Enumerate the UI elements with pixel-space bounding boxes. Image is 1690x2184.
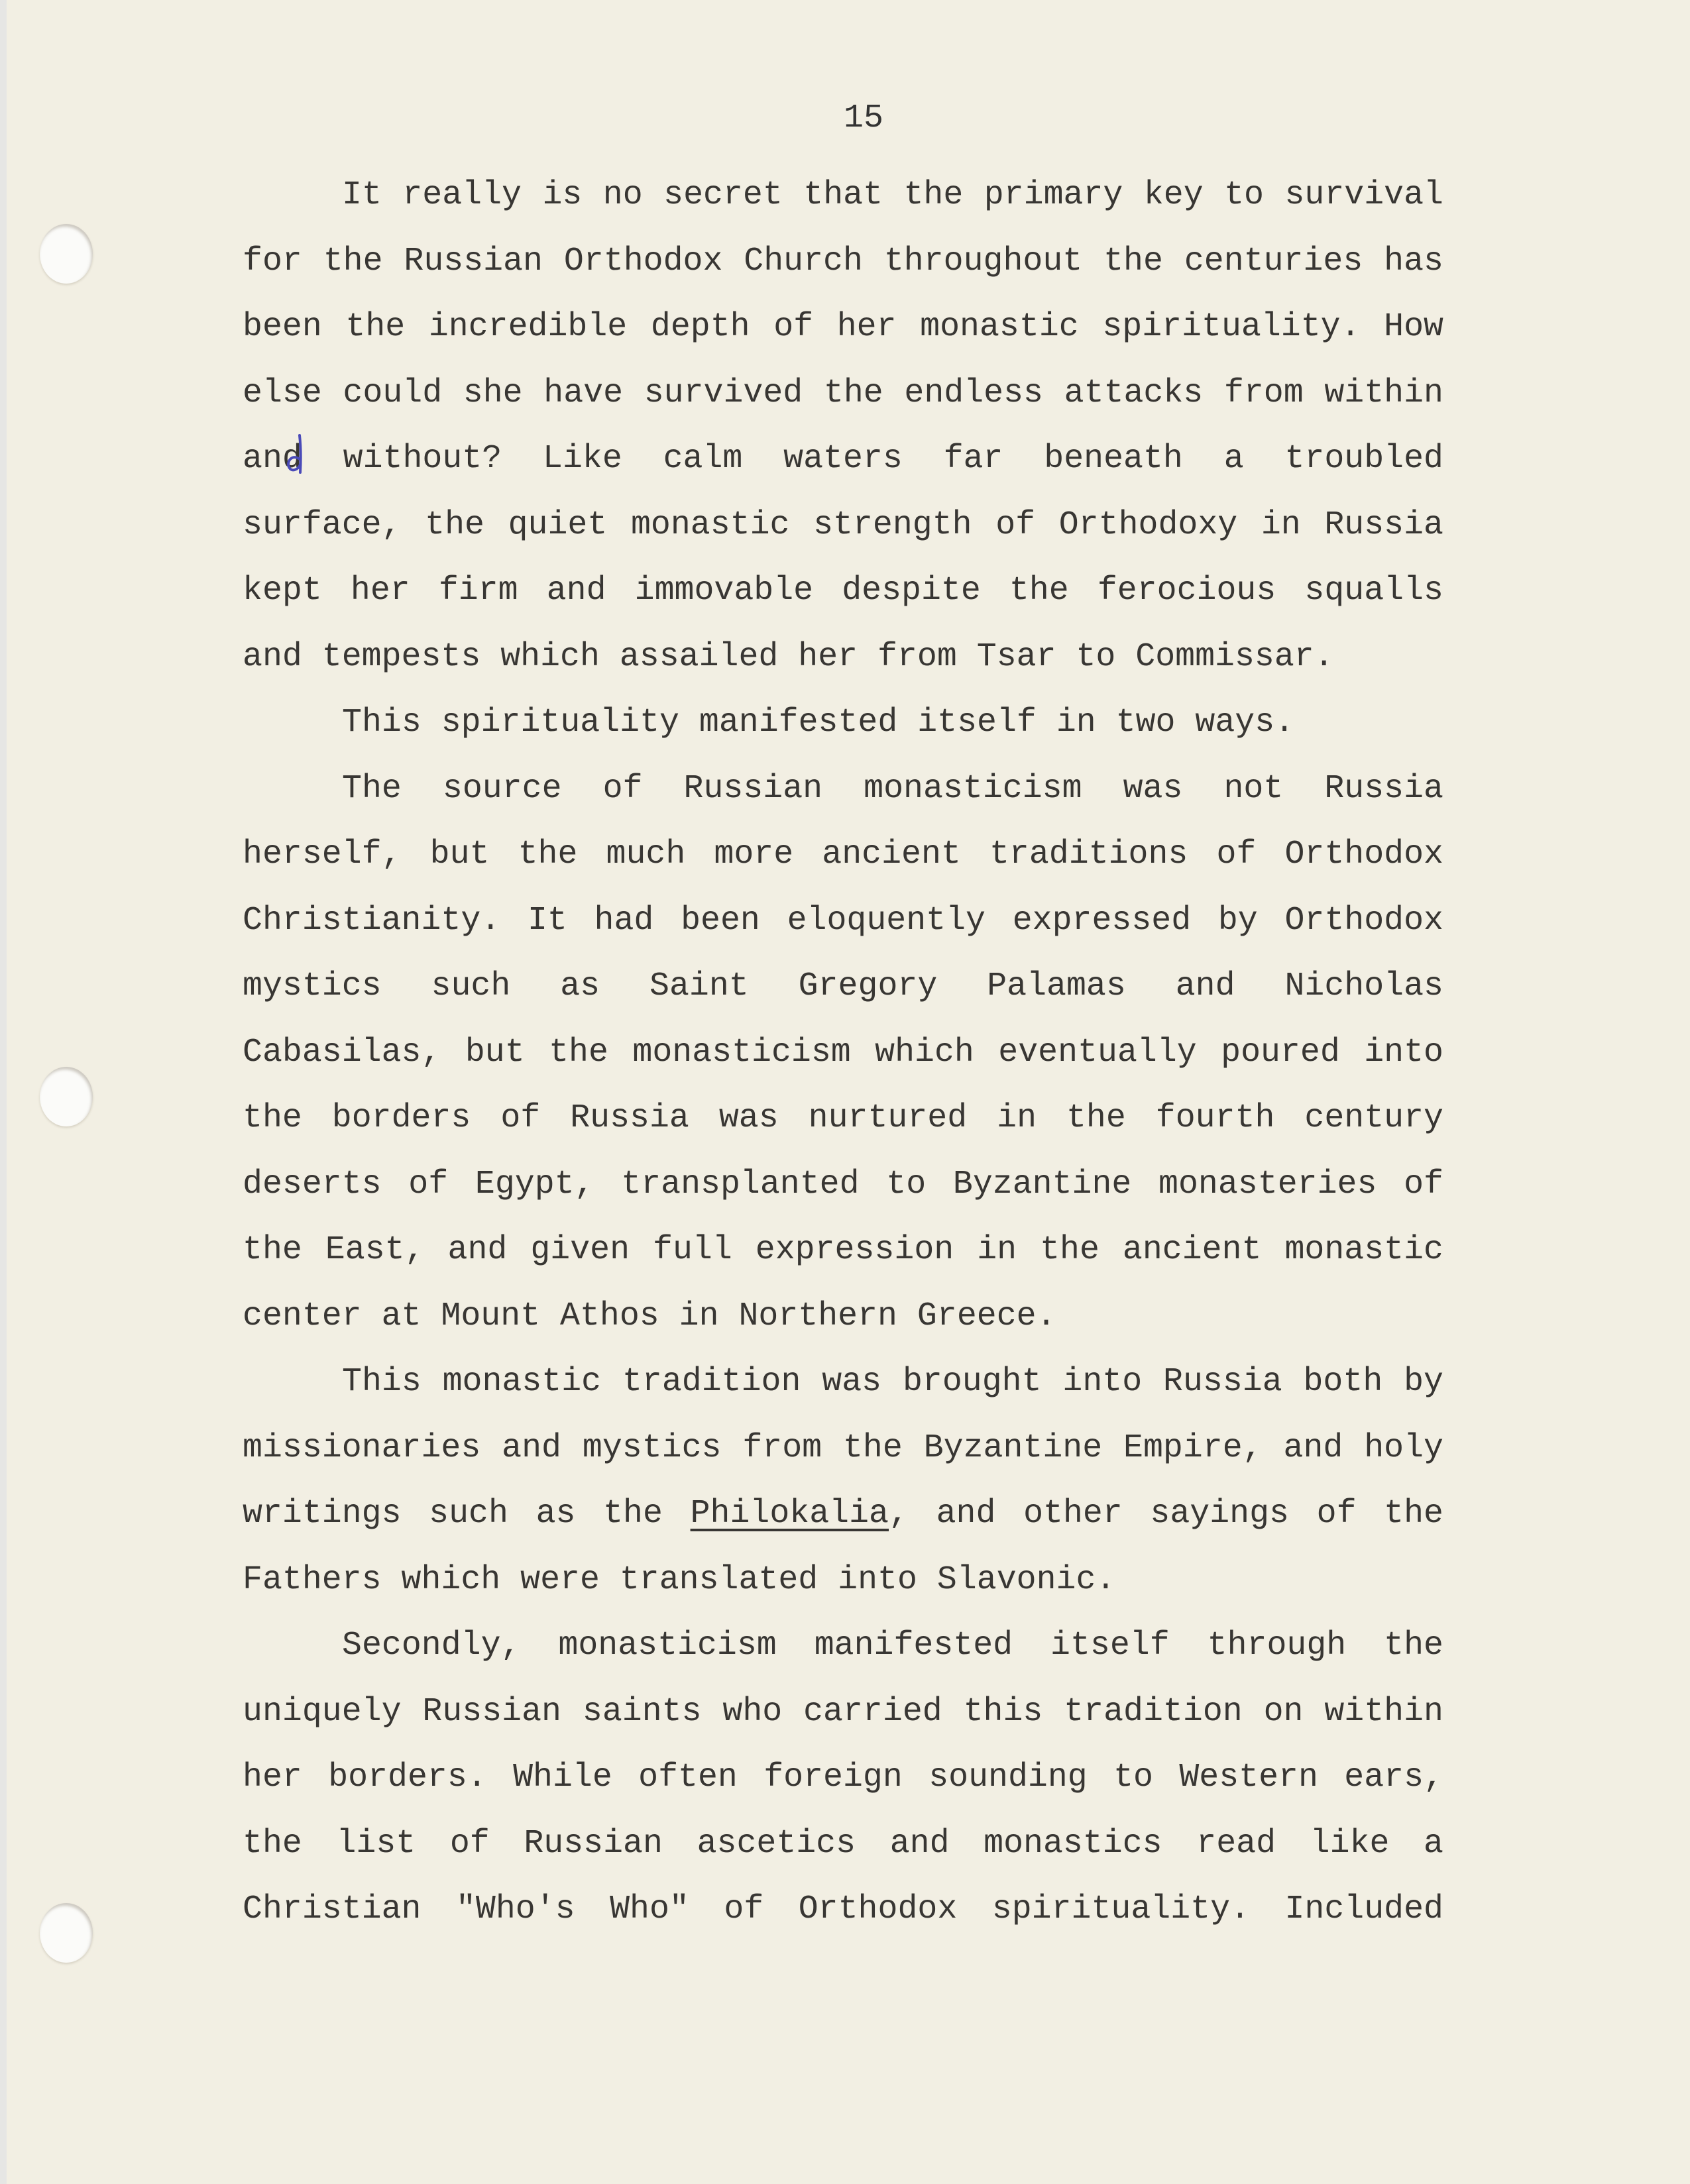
handwritten-correction-icon: [284, 434, 308, 474]
line-text: It really is no secret that the primary key to survival: [342, 176, 1443, 213]
line-text: her borders. While often foreign sounding to Western ears,: [243, 1758, 1443, 1796]
text-line: [243, 1678, 1443, 1745]
line-text: mystics such as Saint Gregory Palamas and Nicholas: [243, 967, 1443, 1005]
text-line: [243, 755, 1443, 822]
text-line: [243, 1019, 1443, 1085]
text-line: [243, 557, 1443, 624]
text-line: [243, 887, 1443, 954]
line-text: the borders of Russia was nurtured in the fourth century: [243, 1099, 1443, 1136]
text-line: [243, 953, 1443, 1019]
line-text: Christian "Who's Who" of Orthodox spirituality. Included: [243, 1890, 1443, 1928]
line-text: missionaries and mystics from the Byzantine Empire, and holy: [243, 1428, 1443, 1466]
line-text: This monastic tradition was brought into Russia both by: [342, 1362, 1443, 1400]
text-line: [243, 1283, 1443, 1349]
line-text: Secondly, monasticism manifested itself through the: [342, 1626, 1443, 1664]
text-line: [243, 294, 1443, 360]
document-body: [243, 162, 1443, 1942]
line-text: uniquely Russian saints who carried this tradition on within: [243, 1692, 1443, 1730]
text-line: [243, 689, 1443, 755]
line-text: writings such as the: [243, 1494, 691, 1532]
scan-edge: [0, 0, 7, 2184]
page-number: 15: [843, 99, 883, 137]
line-text: the list of Russian ascetics and monastics read like a: [243, 1824, 1443, 1862]
text-line: [243, 821, 1443, 887]
text-line: [243, 1085, 1443, 1151]
line-text: The source of Russian monasticism was not Russia: [342, 769, 1443, 807]
line-text: Fathers which were translated into Slavonic.: [243, 1560, 1116, 1598]
line-text: kept her firm and immovable despite the ferocious squalls: [243, 571, 1443, 609]
underlined-title: Philokalia: [690, 1494, 889, 1532]
line-text: deserts of Egypt, transplanted to Byzantine monasteries of: [243, 1164, 1443, 1203]
punch-hole: [40, 1903, 93, 1963]
line-text: and without? Like calm waters far beneath a troubled: [243, 439, 1443, 477]
line-text: and tempests which assailed her from Tsar to Commissar.: [243, 637, 1334, 675]
line-text: center at Mount Athos in Northern Greece.: [243, 1296, 1056, 1335]
text-line: [243, 1480, 1443, 1547]
line-text: the East, and given full expression in the ancient monastic: [243, 1230, 1443, 1268]
text-line: [243, 162, 1443, 228]
text-line: [243, 624, 1443, 690]
punch-hole: [40, 1067, 93, 1126]
text-line: [243, 1547, 1443, 1613]
text-line: [243, 1876, 1443, 1942]
text-line: [243, 1744, 1443, 1810]
text-line: [243, 1348, 1443, 1415]
text-line: [243, 1217, 1443, 1283]
text-line: [243, 228, 1443, 294]
text-line: [243, 425, 1443, 492]
text-line: [243, 360, 1443, 426]
text-line: [243, 492, 1443, 558]
text-line: [243, 1415, 1443, 1481]
text-line: [243, 1612, 1443, 1678]
line-text: surface, the quiet monastic strength of Orthodoxy in Russia: [243, 505, 1443, 543]
line-text: Christianity. It had been eloquently expressed by Orthodox: [243, 901, 1443, 939]
line-text: Cabasilas, but the monasticism which eventually poured into: [243, 1032, 1443, 1071]
text-line: [243, 1151, 1443, 1217]
line-text: herself, but the much more ancient traditions of Orthodox: [243, 835, 1443, 873]
line-text: , and other sayings of the: [889, 1494, 1443, 1532]
line-text: for the Russian Orthodox Church throughout the centuries has: [243, 241, 1443, 280]
punch-hole: [40, 224, 93, 284]
line-text: else could she have survived the endless attacks from within: [243, 373, 1443, 411]
text-line: [243, 1810, 1443, 1877]
line-text: been the incredible depth of her monastic spirituality. How: [243, 307, 1443, 345]
line-text: This spirituality manifested itself in two ways.: [342, 703, 1295, 741]
